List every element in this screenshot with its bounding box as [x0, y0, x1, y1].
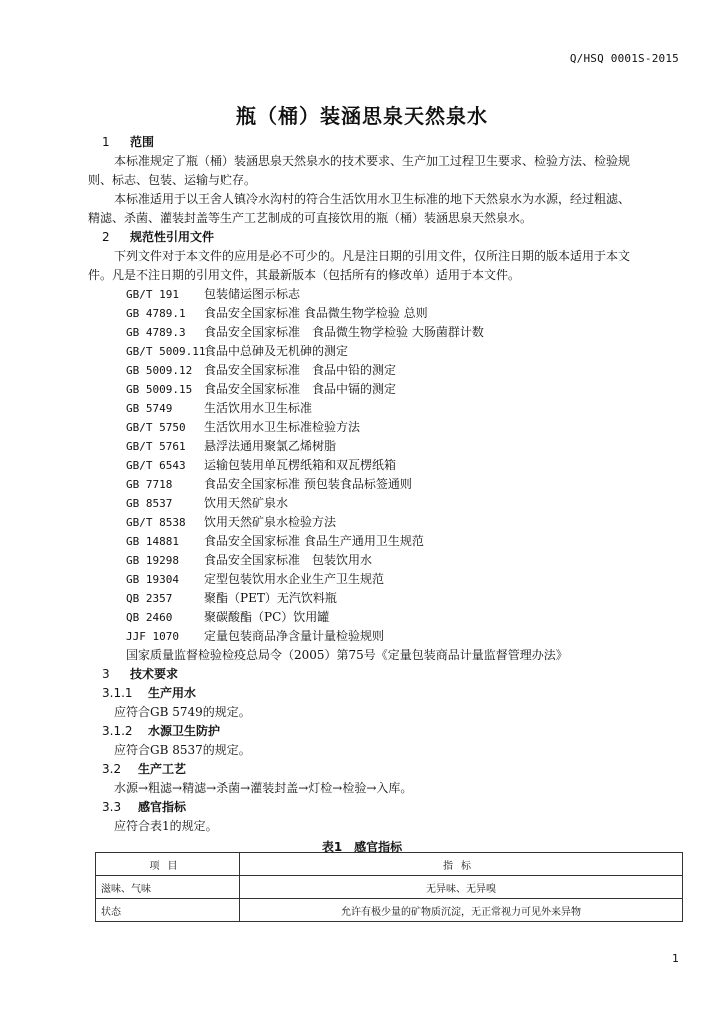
reference-title: 聚碳酸酯（PC）饮用罐	[204, 610, 330, 624]
table-row	[96, 876, 683, 899]
reference-title: 生活饮用水卫生标准检验方法	[204, 420, 361, 434]
subsection-title: 生产工艺	[138, 762, 187, 776]
reference-item	[88, 399, 688, 418]
reference-item	[88, 323, 688, 342]
reference-code: GB 4789.3	[126, 326, 186, 339]
subsection-number: 3.2	[102, 762, 122, 776]
table-header-row	[96, 853, 683, 876]
reference-item	[88, 551, 688, 570]
table-header-cell: 指标	[240, 853, 683, 876]
reference-code: QB 2460	[126, 611, 173, 624]
reference-title: 聚酯（PET）无汽饮料瓶	[204, 591, 337, 605]
reference-item	[88, 342, 688, 361]
reference-title: 食品安全国家标准 食品中铅的测定	[204, 363, 397, 377]
reference-title: 食品安全国家标准 食品生产通用卫生规范	[204, 534, 424, 548]
reference-title: 定量包装商品净含量计量检验规则	[204, 629, 385, 643]
reference-item	[88, 418, 688, 437]
reference-item	[88, 380, 688, 399]
reference-code: GB 19298	[126, 554, 179, 567]
table-cell: 滋味、气味	[96, 876, 240, 899]
paragraph: 应符合GB 5749的规定。	[114, 705, 251, 719]
paragraph-continuation: 精滤、杀菌、灌装封盖等生产工艺制成的可直接饮用的瓶（桶）装涵思泉天然泉水。	[88, 211, 533, 225]
reference-item	[88, 361, 688, 380]
subsection-heading-water-protection	[88, 722, 688, 741]
section-heading-technical	[88, 665, 688, 684]
document-code: Q/HSQ 0001S-2015	[569, 52, 679, 65]
reference-code: GB/T 5009.11	[126, 345, 206, 358]
page-title: 瓶（桶）装涵思泉天然泉水	[236, 104, 488, 128]
reference-code: GB 19304	[126, 573, 179, 586]
reference-item	[88, 285, 688, 304]
subsection-number: 3.1.1	[102, 686, 133, 700]
subsection-heading-sensory	[88, 798, 688, 817]
reference-code: GB/T 8538	[126, 516, 186, 529]
table-cell: 状态	[96, 899, 240, 922]
reference-code: GB/T 191	[126, 288, 179, 301]
paragraph: 本标准适用于以王舍人镇冷水沟村的符合生活饮用水卫生标准的地下天然泉水为水源，经过粗滤、	[114, 192, 631, 206]
table-caption: 表1 感官指标	[321, 840, 403, 854]
reference-item	[88, 475, 688, 494]
document-body	[88, 133, 688, 857]
reference-code: GB/T 5761	[126, 440, 186, 453]
paragraph: 下列文件对于本文件的应用是必不可少的。凡是注日期的引用文件，仅所注日期的版本适用于本文	[114, 249, 631, 263]
reference-code: GB/T 6543	[126, 459, 186, 472]
subsection-heading-production-water	[88, 684, 688, 703]
reference-item	[88, 570, 688, 589]
subsection-number: 3.1.2	[102, 724, 133, 738]
page-number: 1	[672, 952, 679, 965]
paragraph: 应符合GB 8537的规定。	[114, 743, 251, 757]
reference-item	[88, 456, 688, 475]
subsection-title: 水源卫生防护	[148, 724, 221, 738]
reference-item	[88, 589, 688, 608]
reference-code: GB 7718	[126, 478, 173, 491]
subsection-number: 3.3	[102, 800, 122, 814]
reference-code: GB 4789.1	[126, 307, 186, 320]
reference-code: QB 2357	[126, 592, 173, 605]
section-title: 技术要求	[130, 667, 179, 681]
reference-title: 生活饮用水卫生标准	[204, 401, 313, 415]
reference-item	[88, 437, 688, 456]
section-heading-references	[88, 228, 688, 247]
reference-decree: 国家质量监督检验检疫总局令（2005）第75号《定量包装商品计量监督管理办法》	[126, 648, 568, 662]
reference-item	[88, 608, 688, 627]
reference-item	[88, 513, 688, 532]
subsection-heading-process	[88, 760, 688, 779]
reference-title: 饮用天然矿泉水	[204, 496, 289, 510]
section-number: 2	[102, 230, 110, 244]
reference-item	[88, 494, 688, 513]
table-cell: 无异味、无异嗅	[240, 876, 683, 899]
reference-title: 食品安全国家标准 预包装食品标签通则	[204, 477, 412, 491]
reference-list	[88, 285, 688, 646]
paragraph: 本标准规定了瓶（桶）装涵思泉天然泉水的技术要求、生产加工过程卫生要求、检验方法、检验规	[114, 154, 631, 168]
reference-code: GB/T 5750	[126, 421, 186, 434]
reference-title: 定型包装饮用水企业生产卫生规范	[204, 572, 385, 586]
paragraph-continuation: 则、标志、包装、运输与贮存。	[88, 173, 257, 187]
table-header-cell: 项目	[96, 853, 240, 876]
reference-title: 食品安全国家标准 食品微生物学检验 大肠菌群计数	[204, 325, 484, 339]
section-number: 3	[102, 667, 110, 681]
paragraph-continuation: 件。凡是不注日期的引用文件，其最新版本（包括所有的修改单）适用于本文件。	[88, 268, 521, 282]
subsection-title: 感官指标	[138, 800, 187, 814]
reference-item	[88, 627, 688, 646]
reference-title: 饮用天然矿泉水检验方法	[204, 515, 337, 529]
section-title: 范围	[130, 135, 155, 149]
reference-code: GB 8537	[126, 497, 173, 510]
table-cell: 允许有极少量的矿物质沉淀，无正常视力可见外来异物	[240, 899, 683, 922]
paragraph: 水源→粗滤→精滤→杀菌→灌装封盖→灯检→检验→入库。	[114, 781, 413, 795]
section-heading-scope	[88, 133, 688, 152]
reference-title: 悬浮法通用聚氯乙烯树脂	[204, 439, 337, 453]
reference-title: 食品安全国家标准 食品微生物学检验 总则	[204, 306, 428, 320]
reference-title: 食品安全国家标准 食品中镉的测定	[204, 382, 397, 396]
reference-title: 食品中总砷及无机砷的测定	[204, 344, 349, 358]
reference-code: GB 5749	[126, 402, 173, 415]
paragraph: 应符合表1的规定。	[114, 819, 218, 833]
reference-title: 包装储运图示标志	[204, 287, 301, 301]
reference-title: 食品安全国家标准 包装饮用水	[204, 553, 373, 567]
reference-code: GB 14881	[126, 535, 179, 548]
reference-item	[88, 304, 688, 323]
sensory-table	[95, 852, 683, 922]
reference-code: GB 5009.15	[126, 383, 193, 396]
reference-code: GB 5009.12	[126, 364, 193, 377]
reference-code: JJF 1070	[126, 630, 179, 643]
reference-title: 运输包装用单瓦楞纸箱和双瓦楞纸箱	[204, 458, 397, 472]
reference-item	[88, 532, 688, 551]
table-row	[96, 899, 683, 922]
section-title: 规范性引用文件	[130, 230, 215, 244]
section-number: 1	[102, 135, 110, 149]
subsection-title: 生产用水	[148, 686, 197, 700]
